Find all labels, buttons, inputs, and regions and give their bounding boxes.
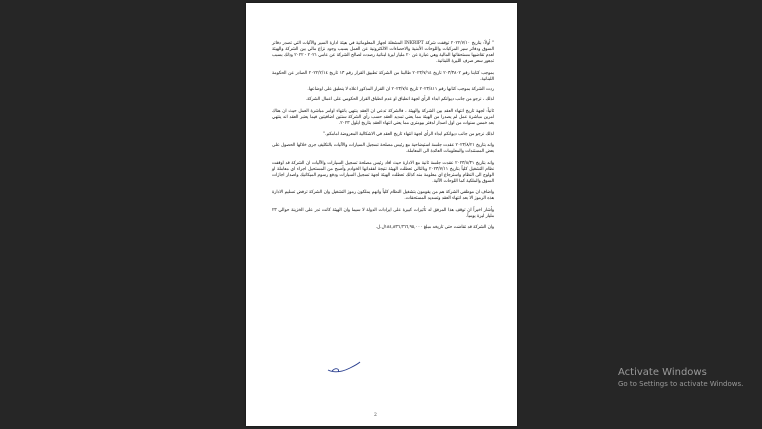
paragraph-11: وان الشركة قد تقاضت حتى تاريخه مبلغ ١٨٤,٨٣٦,٣٦٦,٩٥,٠٠٠ل.ل. [375, 224, 494, 230]
paragraph-10: وأشار اخيراً ان توقف هذا المرفق له تأثيرات كبيرة على ايرادات الدولة لا سيما وان الهيئة كانت تدر على الخزينة حوالي ٢٣ مليار ليرة يومياً. [272, 207, 494, 219]
paragraph-4: لذلك ، نرجو من جانب ديوانكم ابداء الرأي لجهة انطباق او عدم انطباق القرار الحكومي على اعمال الشركة. [305, 97, 494, 103]
signature-icon [326, 359, 362, 375]
paragraph-5: ثانياً: لجهة تاريخ انتهاء العقد بين الشركة والهيئة ، فالشركة تدعي ان العقد ينتهي بانتهاء اوامر مباشرة العمل حيث ان هناك امرين مباشرة عمل لم يصدرا من الهيئة مما يعني تمديد العقد حسب رأي الشركة سنتين اضافيتين فيما يعتبر العقد انه ينتهي بعد خمس سنوات من اول اصدار لدفتر بيومتري مما يعني انتهاء العقد بتاريخ ايلول ٢٠٢٣. [272, 108, 494, 126]
document-page [246, 3, 517, 426]
paragraph-6: لذلك نرجو من جانب ديوانكم ابداء الرأي لجهة انتهاء تاريخ العقد في الاشكالية المعروضة امامكم." [323, 131, 494, 137]
paragraph-3: ردت الشركة بموجب كتابها رقم ٢٠٢٣/٤١١ تاريخ ٢٠٢٣/٧/٤ ان القرار المذكور اعلاه لا ينطبق على اوضاعها. [307, 86, 494, 92]
paragraph-1: " أولاً: بتاريخ ٢٠٢٢/٧/١٠ توقفت شركة INKRIPT المشغلة لجهاز المعلوماتية في هيئة ادارة السير والآليات التي تصدر دفاتر السوق ودفاتر سير المركبات واللوحات الأمنية والاحصاءات الالكترونية عن العمل بسبب وجود نزاع مالي بين الشركة والهيئة لعدم تقاضيها مستحقاتها المالية وهي عبارة عن ٢٠ مليار ليرة لبنانية رصدت لصالح الشركة عن عامي ٢٠٢١ - ٢٠٢٢ وذلك بسبب تدهور سعر صرف الليرة اللبنانية. [272, 41, 495, 65]
paragraph-7: وانه بتاريخ ٢٠٢٣/٨/٢١ عقدت جلسة استيضاحية مع رئيس مصلحة تسجيل السيارات والآليات بالتكليف جرى خلالها الحصول على بعض المستندات والمعلومات العائدة الى المعاملة. [272, 143, 494, 155]
watermark-subtitle: Go to Settings to activate Windows. [618, 380, 744, 388]
paragraph-2: بموجب كتابنا رقم ٢٠٣/٣٨٠٢ تاريخ ٢٠٢٣/٧/١٤ طالبنا من الشركة تطبيق القرار رقم ١٣ تاريخ ٢٠٢٢/٢/١٤ الصادر عن الحكومة اللبنانية. [272, 70, 494, 82]
paragraph-8: وانه بتاريخ ٢٠٢٣/٨/٣١ عقدت جلسة ثانية مع الادارة حيث افاد رئيس مصلحة تسجيل السيارات والآليات ان الشركة قد اوقفت نظام التشغيل كلياً بتاريخ ٢٠٢٣/٧/١١ وبالتالي تعطلت الهيئة نتيجة لفقدانها الخوادم وأصبح من المستحيل اجراء اي معاملة او الولوج الى النظام واسترجاع اي معلومة منه كذلك تعطلت الهيئة لجهة تسجيل السيارات ودفع رسوم الميكانيك واصدار اجازات السوق والملكية كما اللوحات الآلية. [272, 160, 494, 184]
document-body [272, 41, 494, 236]
paragraph-9: واضاف ان موظفي الشركة هم من يقومون بتشغيل النظام كلياً وانهم يملكون رموز التشغيل وان الشركة ترفض تسليم الادارة هذه الرموز الا بعد انتهاء العقد وتسديد المستحقات. [272, 190, 494, 202]
page-number: 2 [374, 413, 377, 418]
activation-watermark [618, 366, 743, 389]
watermark-title: Activate Windows [618, 367, 707, 378]
